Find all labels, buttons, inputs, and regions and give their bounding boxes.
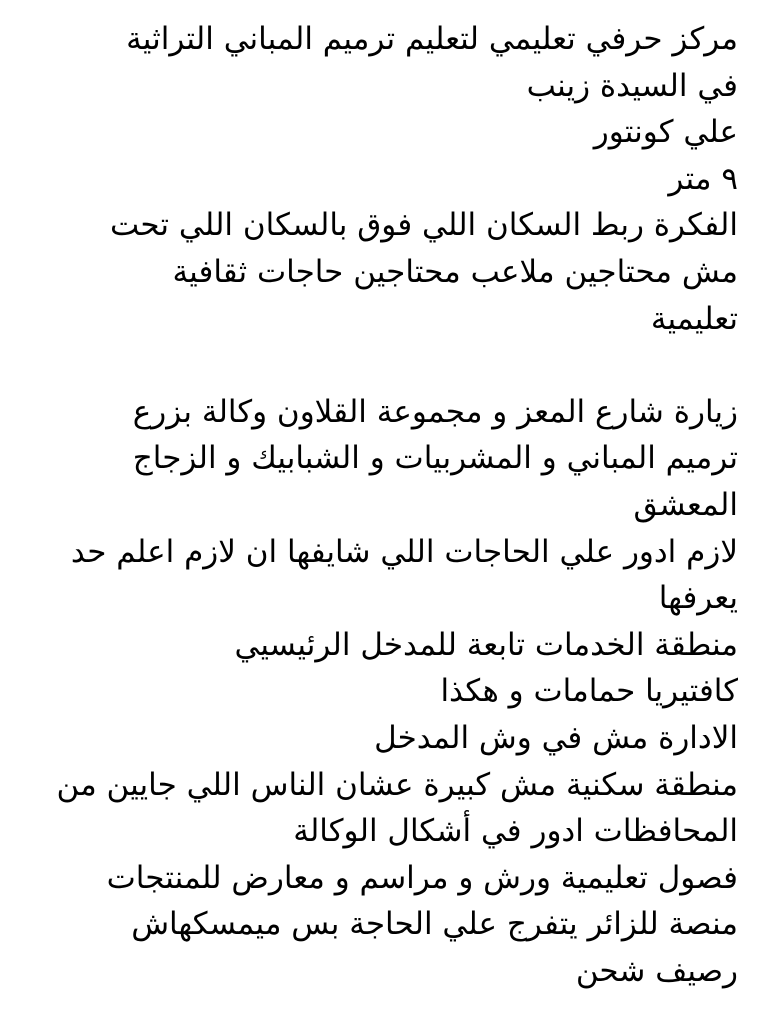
note-line: مش محتاجين ملاعب محتاجين حاجات ثقافية xyxy=(172,253,738,290)
note-line: منصة للزائر يتفرج علي الحاجة بس ميمسكهاش xyxy=(131,906,738,943)
note-body xyxy=(0,16,768,1016)
note-line: رصيف شحن xyxy=(575,952,738,989)
note-line: ترميم المباني و المشربيات و الشبابيك و الزجاج xyxy=(132,440,738,477)
note-line: منطقة الخدمات تابعة للمدخل الرئيسيي xyxy=(234,626,738,663)
blank-line xyxy=(30,342,738,389)
note-line: تعليمية xyxy=(650,300,738,337)
note-line: مركز حرفي تعليمي لتعليم ترميم المباني التراثية xyxy=(126,21,738,57)
note-line: المحافظات ادور في أشكال الوكالة xyxy=(293,813,738,850)
note-line: الادارة مش في وش المدخل xyxy=(374,719,738,756)
note-line: المعشق xyxy=(633,486,738,523)
note-line: زيارة شارع المعز و مجموعة القلاون وكالة بزرع xyxy=(132,393,738,430)
note-line: منطقة سكنية مش كبيرة عشان الناس اللي جايين من xyxy=(56,766,738,803)
note-line: يعرفها xyxy=(658,580,738,617)
note-line: الفكرة ربط السكان اللي فوق بالسكان اللي تحت xyxy=(109,207,738,244)
note-line: لازم ادور علي الحاجات اللي شايفها ان لازم اعلم حد xyxy=(70,533,738,570)
note-line: كافتيريا حمامات و هكذا xyxy=(440,673,738,710)
note-line: فصول تعليمية ورش و مراسم و معارض للمنتجات xyxy=(106,859,738,896)
note-line: علي كونتور xyxy=(593,114,738,151)
note-line: في السيدة زينب xyxy=(526,67,738,104)
note-line: ٩ متر xyxy=(668,160,738,197)
